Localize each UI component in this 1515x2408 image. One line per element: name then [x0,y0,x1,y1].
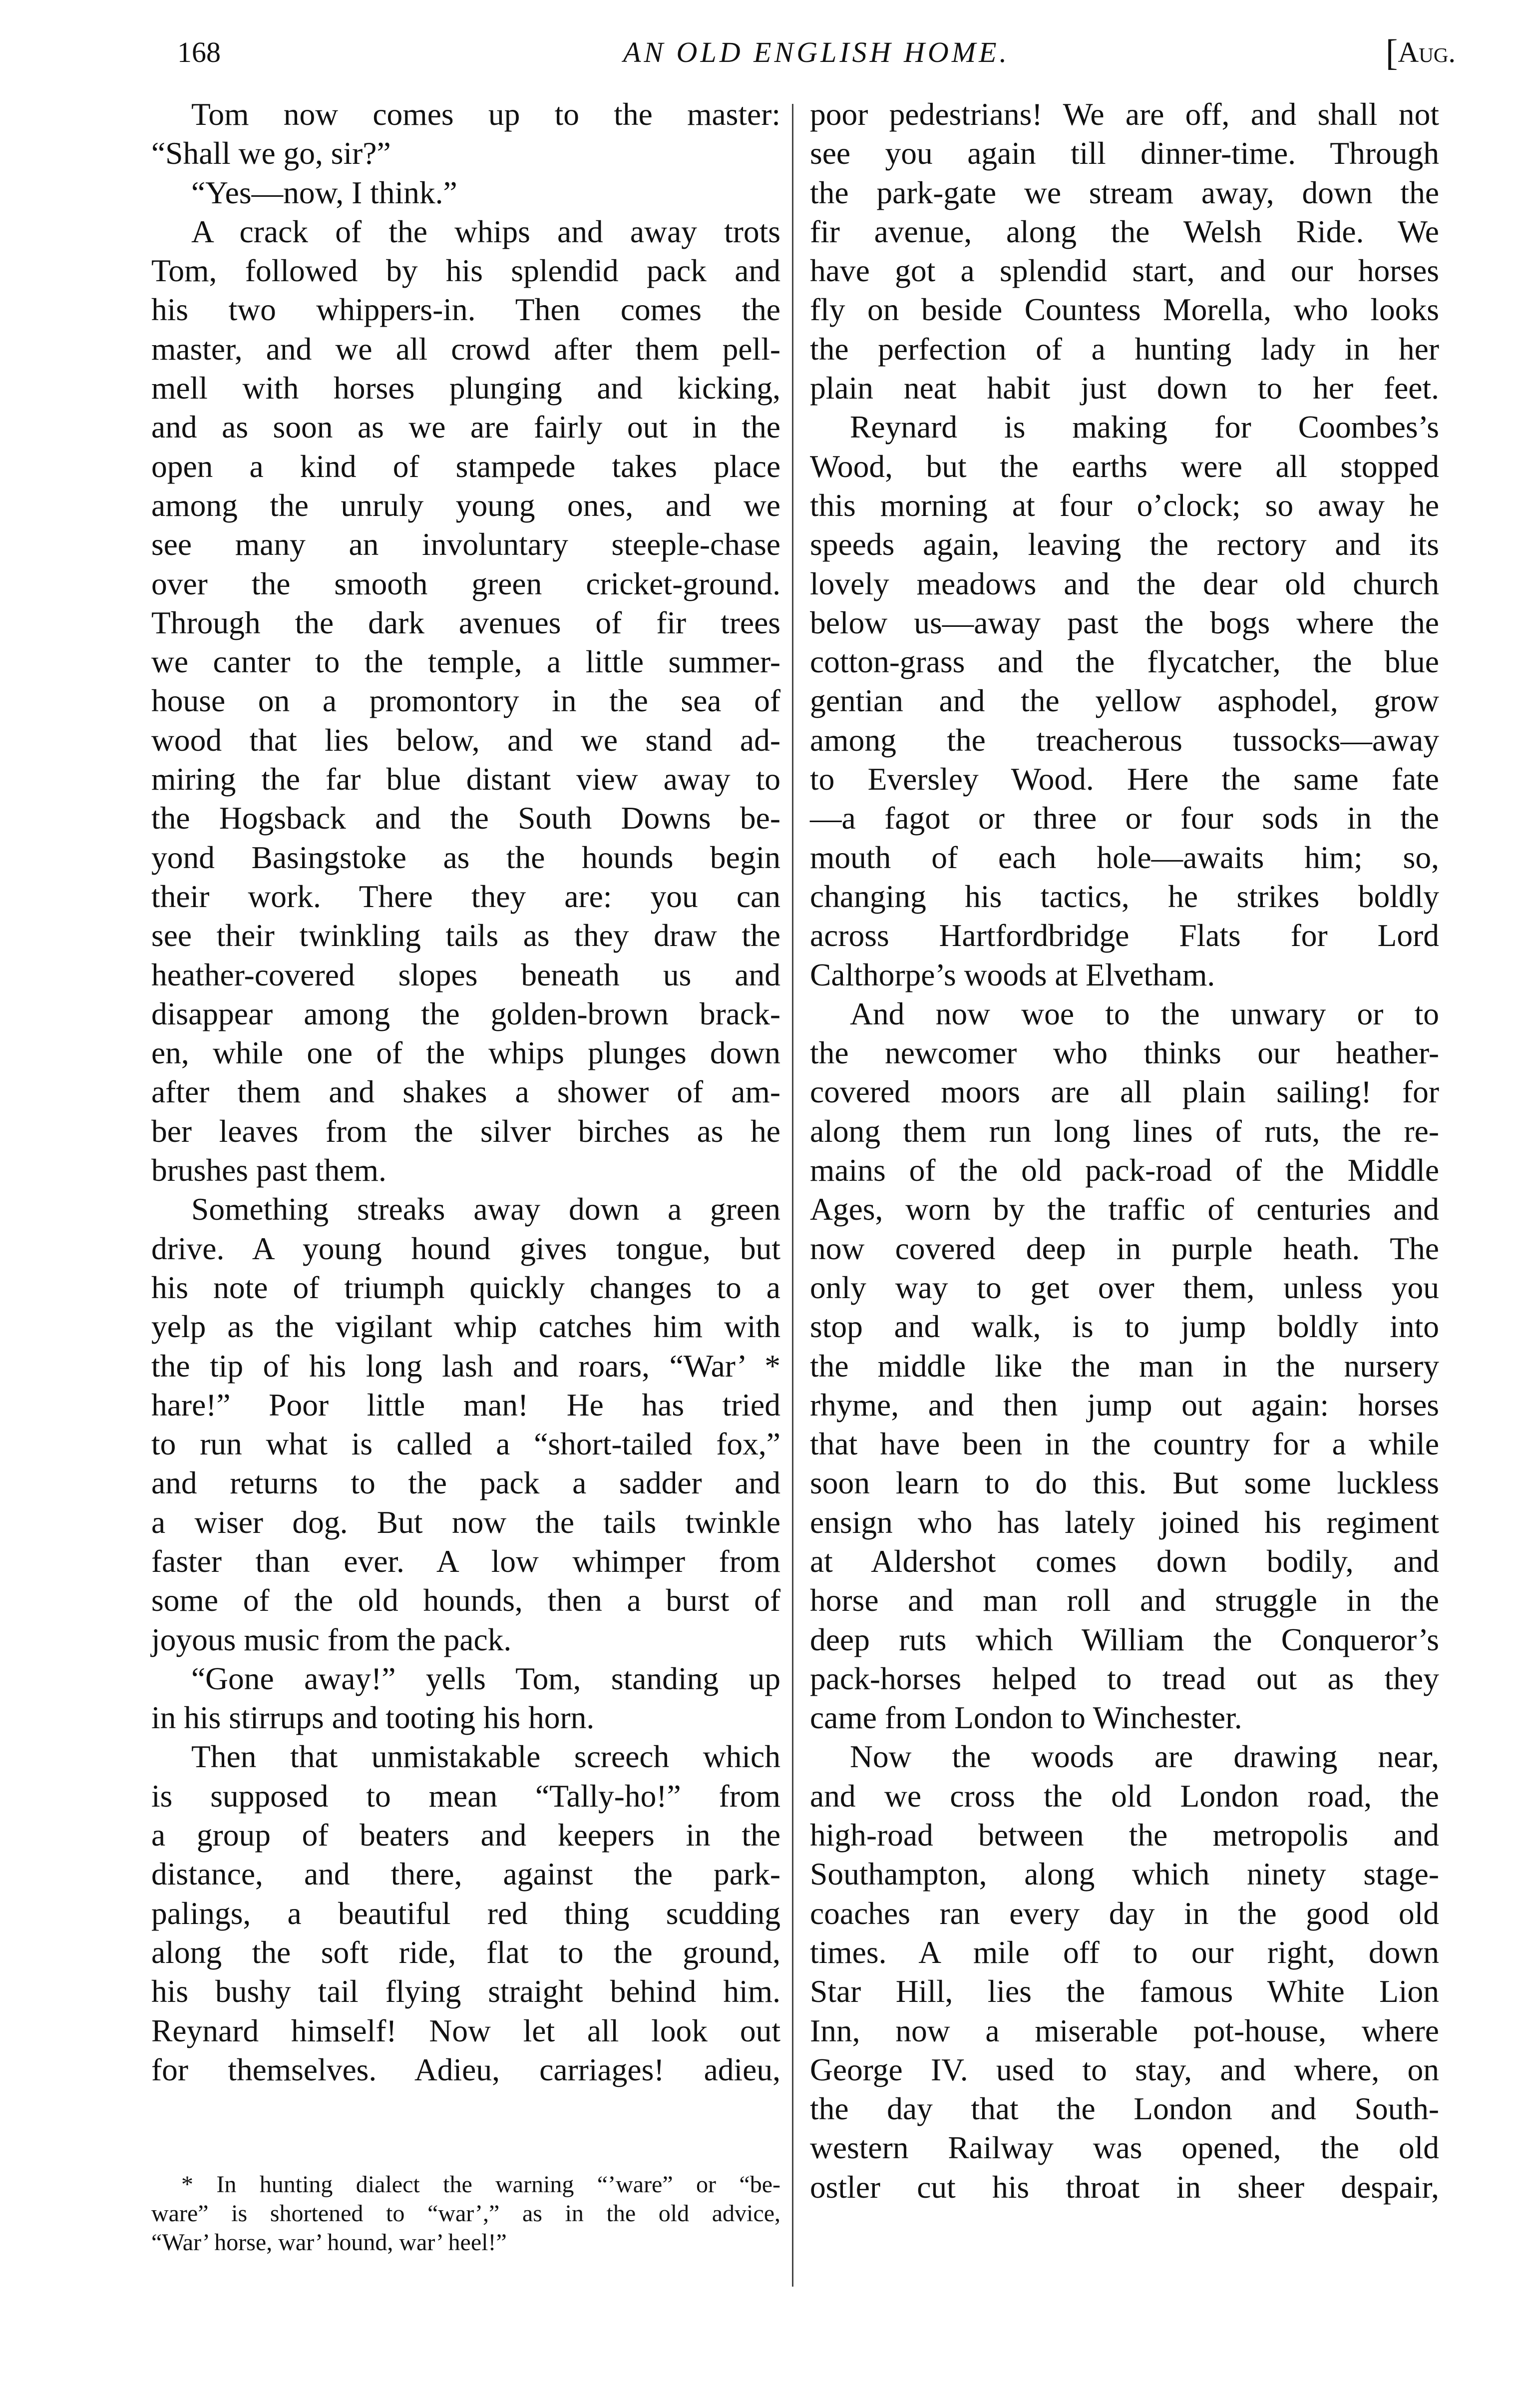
text-line: a group of beaters and keepers in the [151,1817,780,1853]
text-line: coaches ran every day in the good old [810,1895,1439,1931]
text-line: “Shall we go, sir?” [151,135,391,171]
text-line: Star Hill, lies the famous White Lion [810,1973,1439,2009]
text-line: to Eversley Wood. Here the same fate [810,761,1439,797]
text-line: among the treacherous tussocks—away [810,722,1439,758]
text-line: horse and man roll and struggle in the [810,1582,1439,1618]
text-line: for themselves. Adieu, carriages! adieu, [151,2051,780,2087]
text-line: disappear among the golden-brown brack- [151,995,780,1031]
text-line: rhyme, and then jump out again: horses [810,1387,1439,1423]
issue-month [1386,27,1456,78]
text-line: after them and shakes a shower of am- [151,1074,780,1110]
text-line: came from London to Winchester. [810,1700,1242,1736]
text-line: cotton-grass and the flycatcher, the blue [810,644,1439,680]
text-line: along the soft ride, flat to the ground, [151,1934,780,1970]
text-line: Now the woods are drawing near, [850,1739,1439,1775]
text-line: over the smooth green cricket-ground. [151,565,780,601]
text-line: in his stirrups and tooting his horn. [151,1700,595,1736]
text-line: the Hogsback and the South Downs be- [151,800,780,836]
text-line: covered moors are all plain sailing! for [810,1074,1439,1110]
text-line: And now woe to the unwary or to [850,995,1439,1031]
text-line: fly on beside Countess Morella, who looks [810,292,1439,328]
text-line: Calthorpe’s woods at Elvetham. [810,957,1215,992]
text-line: Ages, worn by the traffic of centuries and [810,1191,1439,1227]
text-line: yond Basingstoke as the hounds begin [151,839,780,875]
text-line: yelp as the vigilant whip catches him with [151,1309,780,1345]
text-line: ber leaves from the silver birches as he [151,1113,780,1149]
text-line: pack-horses helped to tread out as they [810,1660,1439,1696]
text-line: distance, and there, against the park- [151,1856,780,1892]
text-line: see many an involuntary steeple-chase [151,526,780,562]
text-line: the middle like the man in the nursery [810,1348,1439,1384]
text-line: faster than ever. A low whimper from [151,1543,780,1579]
text-line: deep ruts which William the Conqueror’s [810,1621,1439,1657]
text-line: heather-covered slopes beneath us and [151,957,780,992]
text-line: the perfection of a hunting lady in her [810,331,1439,367]
text-line: that have been in the country for a while [810,1426,1439,1462]
text-line: fir avenue, along the Welsh Ride. We [810,213,1439,249]
text-line: —a fagot or three or four sods in the [810,800,1439,836]
text-line: en, while one of the whips plunges down [151,1035,780,1071]
text-line: poor pedestrians! We are off, and shall not [810,96,1439,132]
text-line: Then that unmistakable screech which [191,1739,780,1775]
text-line: miring the far blue distant view away to [151,761,780,797]
text-line: master, and we all crowd after them pell- [151,331,780,367]
text-line: below us—away past the bogs where the [810,604,1439,640]
issue-month-label: Aug. [1398,36,1456,68]
text-line: gentian and the yellow asphodel, grow [810,683,1439,719]
text-line: speeds again, leaving the rectory and its [810,526,1439,562]
text-line: Wood, but the earths were all stopped [810,448,1439,484]
text-line: his bushy tail flying straight behind him. [151,1973,780,2009]
text-line: open a kind of stampede takes place [151,448,780,484]
text-line: some of the old hounds, then a burst of [151,1582,780,1618]
running-title: AN OLD ENGLISH HOME. [623,36,1010,68]
text-line: Tom now comes up to the master: [191,96,780,132]
running-header [177,27,1456,77]
text-line: now covered deep in purple heath. The [810,1230,1439,1266]
text-line: Reynard is making for Coombes’s [850,409,1439,445]
text-line: drive. A young hound gives tongue, but [151,1230,780,1266]
text-line: Something streaks away down a green [191,1191,780,1227]
text-line: the newcomer who thinks our heather- [810,1035,1439,1071]
text-line: hare!” Poor little man! He has tried [151,1387,780,1423]
text-line: “Gone away!” yells Tom, standing up [191,1660,780,1696]
text-line: ostler cut his throat in sheer despair, [810,2169,1439,2205]
right-column [810,95,1439,2207]
left-column [151,95,780,2089]
text-line: house on a promontory in the sea of [151,683,780,719]
text-line: at Aldershot comes down bodily, and [810,1543,1439,1579]
text-line: his two whippers-in. Then comes the [151,292,780,328]
page-number: 168 [177,36,221,68]
text-line: across Hartfordbridge Flats for Lord [810,918,1439,954]
text-line: lovely meadows and the dear old church [810,565,1439,601]
text-line: “Yes—now, I think.” [191,174,457,210]
text-line: the park-gate we stream away, down the [810,174,1439,210]
text-line: joyous music from the pack. [151,1621,512,1657]
text-line: see you again till dinner-time. Through [810,135,1439,171]
text-line: plain neat habit just down to her feet. [810,370,1439,406]
footnote-line: “War’ horse, war’ hound, war’ heel!” [151,2229,507,2256]
text-line: ensign who has lately joined his regiment [810,1504,1439,1540]
text-line: Inn, now a miserable pot-house, where [810,2012,1439,2048]
text-line: Tom, followed by his splendid pack and [151,253,780,289]
text-line: only way to get over them, unless you [810,1269,1439,1305]
footnote-line: * In hunting dialect the warning “’ware” or “be- [181,2171,780,2198]
text-line: mains of the old pack-road of the Middle [810,1152,1439,1188]
text-line: George IV. used to stay, and where, on [810,2051,1439,2087]
text-line: stop and walk, is to jump boldly into [810,1309,1439,1345]
text-line: changing his tactics, he strikes boldly [810,878,1439,914]
text-line: mell with horses plunging and kicking, [151,370,780,406]
column-divider [792,104,793,2287]
text-line: their work. There they are: you can [151,878,780,914]
text-line: and returns to the pack a sadder and [151,1465,780,1501]
text-line: and as soon as we are fairly out in the [151,409,780,445]
footnote [151,2170,780,2257]
text-line: see their twinkling tails as they draw the [151,918,780,954]
text-line: soon learn to do this. But some luckless [810,1465,1439,1501]
text-line: a wiser dog. But now the tails twinkle [151,1504,780,1540]
text-line: high-road between the metropolis and [810,1817,1439,1853]
footnote-line: ware” is shortened to “war’,” as in the old advice, [151,2200,780,2227]
text-line: wood that lies below, and we stand ad- [151,722,780,758]
text-line: the tip of his long lash and roars, “War’ * [151,1348,780,1384]
text-line: and we cross the old London road, the [810,1778,1439,1814]
text-line: brushes past them. [151,1152,386,1188]
text-line: mouth of each hole—awaits him; so, [810,839,1439,875]
bracket-glyph: [ [1385,32,1398,73]
text-line: A crack of the whips and away trots [191,213,780,249]
text-line: have got a splendid start, and our horses [810,253,1439,289]
text-line: this morning at four o’clock; so away he [810,487,1439,523]
text-line: Reynard himself! Now let all look out [151,2012,780,2048]
text-line: along them run long lines of ruts, the re- [810,1113,1439,1149]
text-line: to run what is called a “short-tailed fox,” [151,1426,780,1462]
text-line: palings, a beautiful red thing scudding [151,1895,780,1931]
text-line: his note of triumph quickly changes to a [151,1269,780,1305]
text-line: is supposed to mean “Tally-ho!” from [151,1778,780,1814]
text-line: times. A mile off to our right, down [810,1934,1439,1970]
text-line: among the unruly young ones, and we [151,487,780,523]
text-line: western Railway was opened, the old [810,2130,1439,2166]
text-line: Through the dark avenues of fir trees [151,604,780,640]
text-line: Southampton, along which ninety stage- [810,1856,1439,1892]
text-line: we canter to the temple, a little summer- [151,644,780,680]
text-line: the day that the London and South- [810,2091,1439,2127]
